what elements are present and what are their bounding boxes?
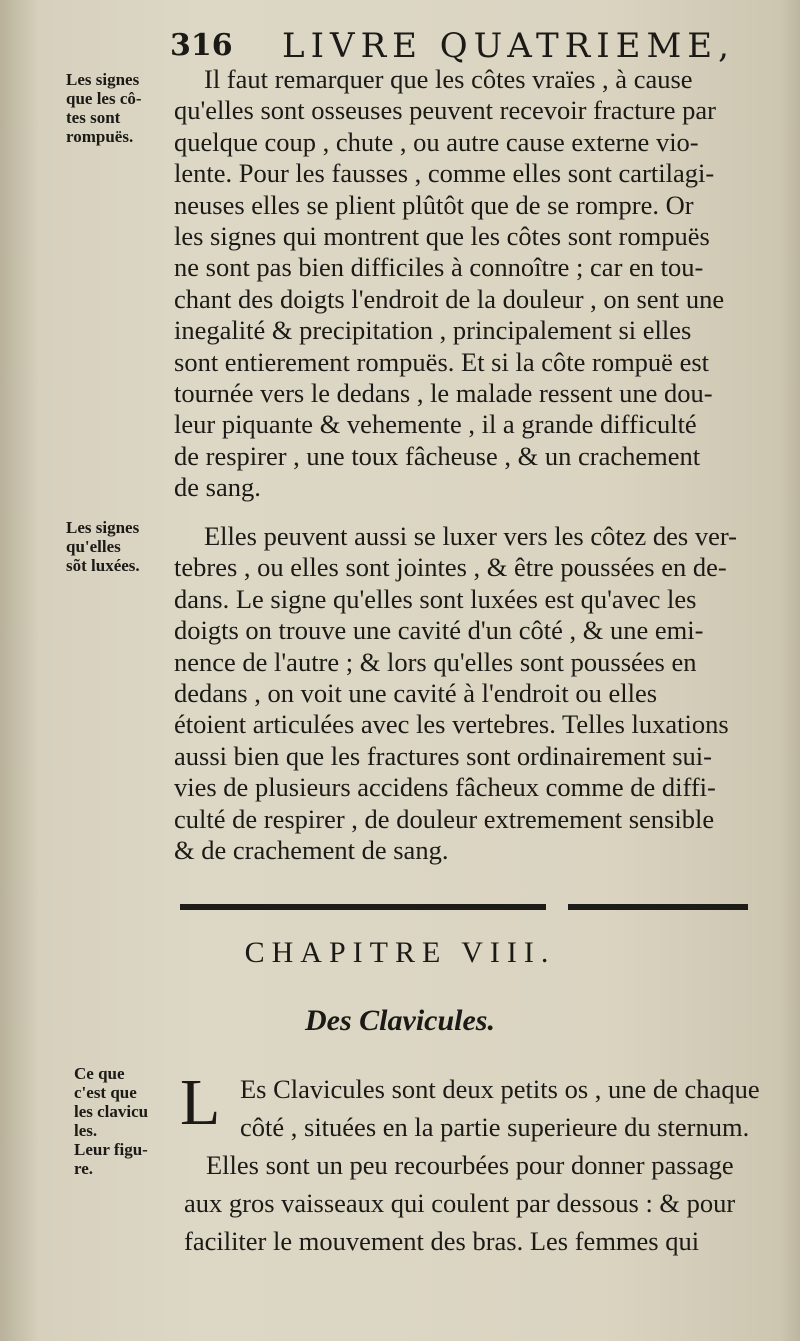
text-line: Elles peuvent aussi se luxer vers les côtez des ver- — [204, 521, 737, 551]
text-line: culté de respirer , de douleur extremement sensible — [174, 803, 715, 834]
text-line: côté , situées en la partie superieure du sternum. — [240, 1112, 750, 1142]
text-line: aussi bien que les fractures sont ordinairement sui- — [174, 740, 712, 771]
margin-note-line: qu'elles — [66, 537, 121, 556]
paragraph-ribs-fracture — [174, 64, 756, 503]
text-line: chant des doigts l'endroit de la douleur , on sent une — [174, 283, 725, 314]
section-title: Des Clavicules. — [305, 1004, 495, 1037]
divider-rule-right — [568, 904, 748, 910]
margin-note-line: Les signes — [66, 70, 140, 89]
paragraph-ribs-luxation — [174, 521, 756, 866]
text-line: sont entierement rompuës. Et si la côte rompuë est — [174, 346, 710, 377]
text-line: & de crachement de sang. — [174, 834, 449, 865]
running-head: LIVRE QUATRIEME, — [282, 26, 735, 66]
margin-note-line: rompuës. — [66, 127, 134, 146]
text-line: nence de l'autre ; & lors qu'elles sont poussées en — [174, 646, 697, 677]
text-line: doigts on trouve une cavité d'un côté , & une emi- — [174, 615, 704, 646]
margin-note-line: sõt luxées. — [66, 556, 140, 575]
text-line: de respirer , une toux fâcheuse , & un crachement — [174, 440, 701, 471]
text-line: Es Clavicules sont deux petits os , une de chaque — [240, 1074, 760, 1104]
text-line: leur piquante & vehemente , il a grande difficulté — [174, 409, 697, 440]
text-line: ne sont pas bien difficiles à connoître ; car en tou- — [174, 252, 704, 283]
margin-note-line: Leur figu- — [74, 1140, 148, 1159]
margin-note-line: Les signes — [66, 518, 140, 537]
text-line: Elles sont un peu recourbées pour donner passage — [206, 1150, 734, 1180]
text-line: dans. Le signe qu'elles sont luxées est qu'avec les — [174, 583, 697, 614]
margin-note-line: re. — [74, 1159, 94, 1178]
margin-note-line: Ce que — [74, 1064, 125, 1083]
divider-rule-left — [180, 904, 546, 910]
paragraph-clavicles — [184, 1070, 760, 1260]
margin-note-broken-ribs — [66, 70, 142, 146]
text-line: vies de plusieurs accidens fâcheux comme de diffi- — [174, 772, 716, 803]
drop-cap: L — [180, 1066, 221, 1139]
margin-note-line: les. — [74, 1121, 98, 1140]
margin-note-line: c'est que — [74, 1083, 137, 1102]
text-line: tebres , ou elles sont jointes , & être poussées en de- — [174, 552, 727, 583]
margin-note-line: que les cô- — [66, 89, 142, 108]
text-line: de sang. — [174, 472, 261, 503]
text-line: neuses elles se plient plûtôt que de se rompre. Or — [174, 189, 694, 220]
text-line: Il faut remarquer que les côtes vraïes , à cause — [204, 64, 693, 94]
text-line: aux gros vaisseaux qui coulent par dessous : & pour — [184, 1188, 736, 1218]
margin-note-line: les clavicu — [74, 1102, 149, 1121]
chapter-title: CHAPITRE VIII. — [244, 936, 556, 969]
text-line: les signes qui montrent que les côtes sont rompuës — [174, 220, 710, 251]
text-line: inegalité & precipitation , principalement si elles — [174, 315, 692, 346]
text-line: lente. Pour les fausses , comme elles sont cartilagi- — [174, 158, 715, 189]
page-header — [170, 22, 770, 66]
text-line: quelque coup , chute , ou autre cause externe vio- — [174, 126, 699, 157]
text-line: étoient articulées avec les vertebres. Telles luxations — [174, 709, 729, 740]
margin-note-clavicles — [74, 1064, 148, 1178]
margin-note-luxated-ribs — [66, 518, 140, 575]
text-line: qu'elles sont osseuses peuvent recevoir fracture par — [174, 95, 716, 126]
text-line: faciliter le mouvement des bras. Les femmes qui — [184, 1226, 700, 1256]
margin-note-line: tes sont — [66, 108, 121, 127]
text-line: dedans , on voit une cavité à l'endroit ou elles — [174, 677, 658, 708]
page-number: 316 — [170, 28, 233, 63]
text-line: tournée vers le dedans , le malade ressent une dou- — [174, 377, 713, 408]
